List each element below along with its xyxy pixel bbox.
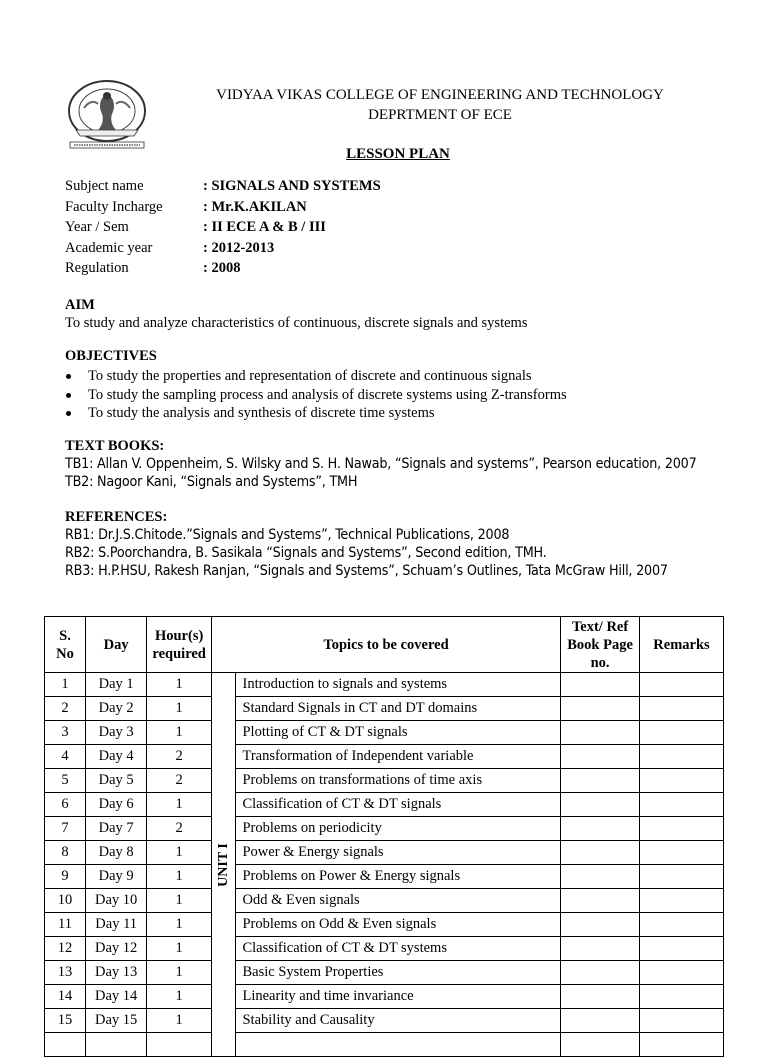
cell-hours: 1: [147, 841, 212, 865]
cell-remarks: [639, 865, 723, 889]
cell-remarks: [639, 985, 723, 1009]
cell-ref-page: [561, 841, 640, 865]
cell-sno: 5: [45, 769, 86, 793]
table-row: [45, 913, 724, 937]
cell-sno: 9: [45, 865, 86, 889]
cell-ref-page: [561, 1009, 640, 1033]
cell-topic: Odd & Even signals: [236, 889, 561, 913]
objective-item: To study the sampling process and analysis of discrete systems using Z-transforms: [65, 387, 567, 406]
cell-sno: 14: [45, 985, 86, 1009]
cell-sno: 6: [45, 793, 86, 817]
cell-day: Day 1: [85, 673, 146, 697]
meta-value: : 2012-2013: [203, 240, 275, 256]
meta-label: Subject name: [65, 178, 144, 194]
cell-hours: 2: [147, 817, 212, 841]
reference-item: RB1: Dr.J.S.Chitode.”Signals and Systems”, Technical Publications, 2008: [65, 527, 510, 543]
cell-topic: Problems on Odd & Even signals: [236, 913, 561, 937]
cell-remarks: [639, 793, 723, 817]
table-row: [45, 673, 724, 697]
reference-item: RB3: H.P.HSU, Rakesh Ranjan, “Signals and Systems”, Schuam’s Outlines, Tata McGraw Hill, 2007: [65, 563, 668, 579]
cell-remarks: [639, 889, 723, 913]
table-row: [45, 697, 724, 721]
cell-ref-page: [561, 1033, 640, 1057]
cell-topic: Classification of CT & DT signals: [236, 793, 561, 817]
cell-ref-page: [561, 745, 640, 769]
objectives-heading: OBJECTIVES: [65, 348, 157, 364]
cell-sno: 13: [45, 961, 86, 985]
cell-topic: Transformation of Independent variable: [236, 745, 561, 769]
meta-value: : Mr.K.AKILAN: [203, 199, 307, 215]
cell-sno: 8: [45, 841, 86, 865]
cell-topic: Linearity and time invariance: [236, 985, 561, 1009]
meta-value: : II ECE A & B / III: [203, 219, 326, 235]
cell-hours: [147, 1033, 212, 1057]
cell-sno: 7: [45, 817, 86, 841]
cell-day: [85, 1033, 146, 1057]
table-row: [45, 769, 724, 793]
cell-remarks: [639, 1009, 723, 1033]
table-row: [45, 937, 724, 961]
cell-day: Day 4: [85, 745, 146, 769]
cell-topic: Power & Energy signals: [236, 841, 561, 865]
table-row: [45, 961, 724, 985]
cell-day: Day 6: [85, 793, 146, 817]
cell-day: Day 8: [85, 841, 146, 865]
cell-ref-page: [561, 769, 640, 793]
meta-value: : 2008: [203, 260, 241, 276]
cell-sno: 2: [45, 697, 86, 721]
cell-sno: 12: [45, 937, 86, 961]
cell-sno: 1: [45, 673, 86, 697]
cell-remarks: [639, 937, 723, 961]
cell-topic: [236, 1033, 561, 1057]
cell-remarks: [639, 745, 723, 769]
cell-sno: [45, 1033, 86, 1057]
header-remarks: Remarks: [639, 617, 723, 673]
objective-item: To study the properties and representation of discrete and continuous signals: [65, 368, 567, 387]
cell-topic: Problems on Power & Energy signals: [236, 865, 561, 889]
textbook-item: TB1: Allan V. Oppenheim, S. Wilsky and S. H. Nawab, “Signals and systems”, Pearson education, 2007: [65, 456, 697, 472]
table-row: [45, 1009, 724, 1033]
references-heading: REFERENCES:: [65, 509, 168, 525]
college-name: VIDYAA VIKAS COLLEGE OF ENGINEERING AND TECHNOLOGY: [216, 87, 664, 103]
cell-day: Day 12: [85, 937, 146, 961]
lesson-plan-table: [44, 616, 724, 1057]
cell-ref-page: [561, 793, 640, 817]
cell-hours: 2: [147, 745, 212, 769]
cell-hours: 1: [147, 865, 212, 889]
header-topics: Topics to be covered: [211, 617, 560, 673]
meta-value: : SIGNALS AND SYSTEMS: [203, 178, 381, 194]
cell-topic: Standard Signals in CT and DT domains: [236, 697, 561, 721]
table-row: [45, 793, 724, 817]
cell-sno: 15: [45, 1009, 86, 1033]
table-row: [45, 1033, 724, 1057]
table-row: [45, 985, 724, 1009]
table-row: [45, 865, 724, 889]
cell-sno: 11: [45, 913, 86, 937]
cell-ref-page: [561, 673, 640, 697]
cell-day: Day 13: [85, 961, 146, 985]
cell-ref-page: [561, 697, 640, 721]
cell-ref-page: [561, 913, 640, 937]
cell-remarks: [639, 961, 723, 985]
cell-hours: 1: [147, 937, 212, 961]
table-row: [45, 889, 724, 913]
table-row: [45, 745, 724, 769]
cell-ref-page: [561, 817, 640, 841]
cell-topic: Introduction to signals and systems: [236, 673, 561, 697]
cell-topic: Plotting of CT & DT signals: [236, 721, 561, 745]
cell-topic: Problems on transformations of time axis: [236, 769, 561, 793]
meta-label: Regulation: [65, 260, 129, 276]
cell-ref-page: [561, 961, 640, 985]
cell-day: Day 14: [85, 985, 146, 1009]
meta-label: Academic year: [65, 240, 153, 256]
cell-topic: Problems on periodicity: [236, 817, 561, 841]
unit-cell: [211, 673, 236, 1057]
cell-sno: 3: [45, 721, 86, 745]
department-name: DEPRTMENT OF ECE: [368, 107, 512, 123]
cell-hours: 1: [147, 721, 212, 745]
cell-remarks: [639, 841, 723, 865]
cell-day: Day 3: [85, 721, 146, 745]
college-seal-icon: [64, 78, 150, 152]
aim-text: To study and analyze characteristics of continuous, discrete signals and systems: [65, 315, 528, 331]
cell-remarks: [639, 697, 723, 721]
textbook-item: TB2: Nagoor Kani, “Signals and Systems”, TMH: [65, 474, 358, 490]
cell-hours: 1: [147, 961, 212, 985]
document-title: LESSON PLAN: [346, 146, 450, 162]
cell-hours: 1: [147, 697, 212, 721]
cell-remarks: [639, 913, 723, 937]
cell-hours: 1: [147, 889, 212, 913]
header-sno: S. No: [45, 617, 86, 673]
cell-hours: 2: [147, 769, 212, 793]
objectives-list: [65, 368, 567, 424]
cell-remarks: [639, 721, 723, 745]
cell-day: Day 2: [85, 697, 146, 721]
table-header-row: [45, 617, 724, 673]
cell-sno: 4: [45, 745, 86, 769]
cell-hours: 1: [147, 673, 212, 697]
cell-day: Day 11: [85, 913, 146, 937]
cell-ref-page: [561, 889, 640, 913]
cell-ref-page: [561, 985, 640, 1009]
cell-ref-page: [561, 721, 640, 745]
cell-day: Day 15: [85, 1009, 146, 1033]
cell-ref-page: [561, 937, 640, 961]
cell-hours: 1: [147, 793, 212, 817]
header-day: Day: [85, 617, 146, 673]
cell-sno: 10: [45, 889, 86, 913]
cell-remarks: [639, 817, 723, 841]
cell-day: Day 10: [85, 889, 146, 913]
cell-hours: 1: [147, 1009, 212, 1033]
cell-ref-page: [561, 865, 640, 889]
objective-item: To study the analysis and synthesis of discrete time systems: [65, 405, 567, 424]
meta-label: Faculty Incharge: [65, 199, 163, 215]
cell-topic: Stability and Causality: [236, 1009, 561, 1033]
cell-hours: 1: [147, 913, 212, 937]
cell-remarks: [639, 1033, 723, 1057]
table-row: [45, 841, 724, 865]
cell-day: Day 7: [85, 817, 146, 841]
header-hours: Hour(s) required: [147, 617, 212, 673]
meta-label: Year / Sem: [65, 219, 129, 235]
aim-heading: AIM: [65, 297, 95, 313]
unit-label: UNIT I: [215, 842, 231, 887]
college-logo: [64, 78, 150, 152]
cell-remarks: [639, 673, 723, 697]
textbooks-heading: TEXT BOOKS:: [65, 438, 165, 454]
header-ref-page: Text/ Ref Book Page no.: [561, 617, 640, 673]
cell-day: Day 5: [85, 769, 146, 793]
reference-item: RB2: S.Poorchandra, B. Sasikala “Signals and Systems”, Second edition, TMH.: [65, 545, 547, 561]
cell-remarks: [639, 769, 723, 793]
cell-day: Day 9: [85, 865, 146, 889]
table-row: [45, 721, 724, 745]
cell-hours: 1: [147, 985, 212, 1009]
table-row: [45, 817, 724, 841]
cell-topic: Basic System Properties: [236, 961, 561, 985]
cell-topic: Classification of CT & DT systems: [236, 937, 561, 961]
